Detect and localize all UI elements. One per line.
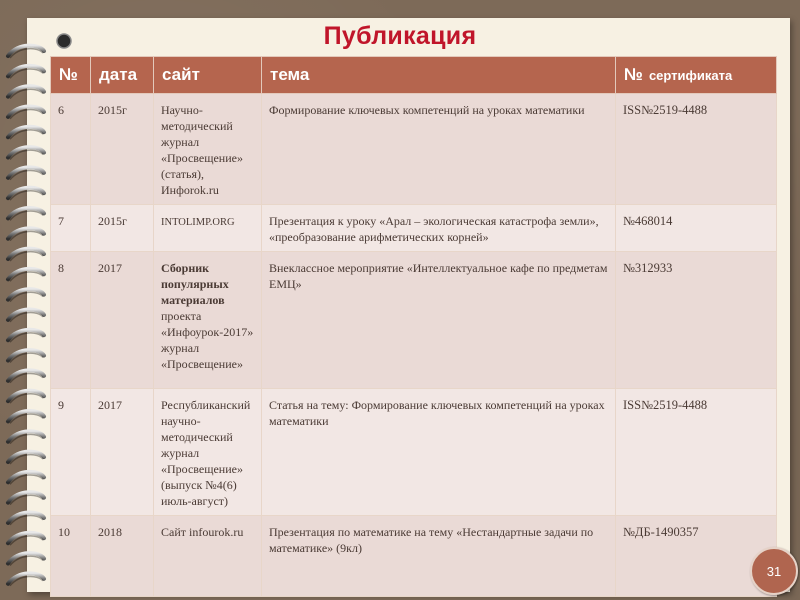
cell-topic: Статья на тему: Формирование ключевых компетенций на уроках математики bbox=[262, 389, 616, 516]
cell-number: 6 bbox=[51, 94, 91, 205]
cell-site-text: Республиканский научно-методический журнал «Просвещение» (выпуск №4(6) июль-август) bbox=[161, 398, 251, 508]
cell-certificate: №312933 bbox=[616, 252, 777, 389]
header-certificate bbox=[616, 57, 777, 94]
table-row bbox=[51, 389, 777, 516]
cell-topic: Внеклассное мероприятие «Интеллектуальное кафе по предметам ЕМЦ» bbox=[262, 252, 616, 389]
cell-site-text: Научно-методический журнал «Просвещение» (статья), Инфorok.ru bbox=[161, 103, 243, 197]
table-row bbox=[51, 94, 777, 205]
cell-number: 9 bbox=[51, 389, 91, 516]
header-number: № bbox=[51, 57, 91, 94]
cell-certificate: №ДБ-1490357 bbox=[616, 516, 777, 597]
cell-site-text: Сайт infourok.ru bbox=[161, 525, 244, 539]
cell-topic: Презентация к уроку «Арал – экологическая катастрофа земли», «преобразование арифметических корней» bbox=[262, 205, 616, 252]
table-header-row bbox=[51, 57, 777, 94]
cell-certificate: ISS№2519-4488 bbox=[616, 389, 777, 516]
cell-site-text: проекта «Инфоурок-2017» журнал «Просвещение» bbox=[161, 309, 254, 371]
cell-site bbox=[154, 516, 262, 597]
table-row bbox=[51, 516, 777, 597]
cell-topic: Формирование ключевых компетенций на уроках математики bbox=[262, 94, 616, 205]
cell-date: 2017 bbox=[91, 252, 154, 389]
cell-date: 2015г bbox=[91, 205, 154, 252]
cell-number: 10 bbox=[51, 516, 91, 597]
cell-topic: Презентация по математике на тему «Нестандартные задачи по математике» (9кл) bbox=[262, 516, 616, 597]
header-site: сайт bbox=[154, 57, 262, 94]
cell-site-bold: Сборник популярных материалов bbox=[161, 261, 229, 307]
header-topic: тема bbox=[262, 57, 616, 94]
cell-site bbox=[154, 94, 262, 205]
cell-site bbox=[154, 252, 262, 389]
cell-date: 2017 bbox=[91, 389, 154, 516]
table-row bbox=[51, 252, 777, 389]
header-cert-label: сертификата bbox=[648, 68, 733, 83]
publications-table bbox=[50, 56, 777, 597]
table-row bbox=[51, 205, 777, 252]
cell-certificate: №468014 bbox=[616, 205, 777, 252]
cell-date: 2018 bbox=[91, 516, 154, 597]
header-date: дата bbox=[91, 57, 154, 94]
cell-date: 2015г bbox=[91, 94, 154, 205]
header-cert-number: № bbox=[624, 65, 643, 84]
cell-site bbox=[154, 205, 262, 252]
page-number-badge: 31 bbox=[750, 547, 798, 595]
cell-certificate: ISS№2519-4488 bbox=[616, 94, 777, 205]
cell-site-text: INTOLIMP.ORG bbox=[161, 217, 235, 228]
cell-number: 7 bbox=[51, 205, 91, 252]
cell-number: 8 bbox=[51, 252, 91, 389]
cell-site bbox=[154, 389, 262, 516]
page-title: Публикация bbox=[323, 22, 477, 50]
